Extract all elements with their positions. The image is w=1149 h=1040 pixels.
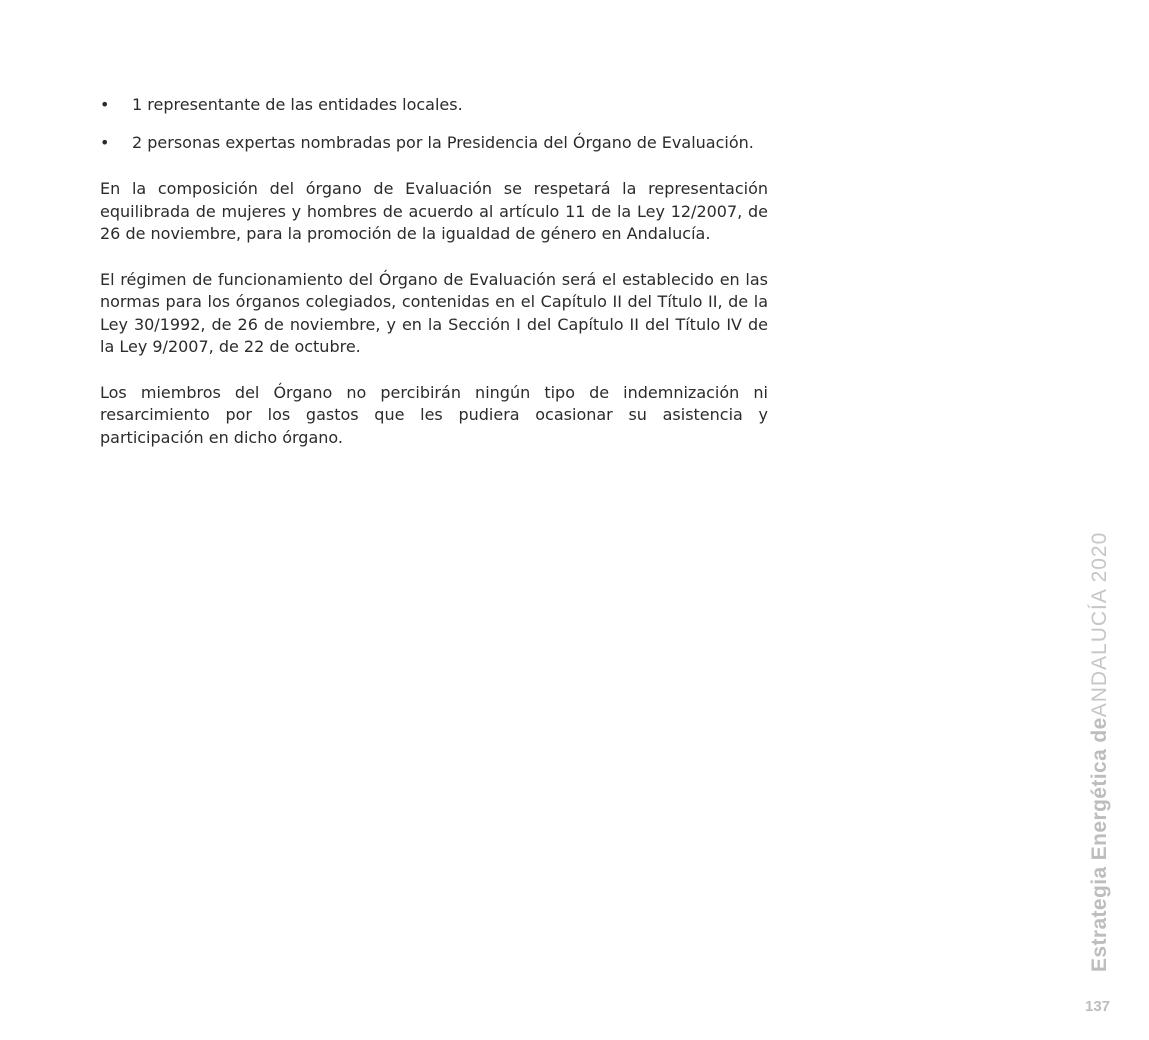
list-item xyxy=(100,94,768,116)
running-title-bold: Estrategia Energética de xyxy=(1088,717,1111,972)
bullet-list xyxy=(100,94,768,154)
paragraph-compensation: Los miembros del Órgano no percibirán ningún tipo de indemnización ni resarcimiento por los gastos que les pudiera ocasionar su asistencia y participación en dicho órgano. xyxy=(100,382,768,447)
list-item-text: 2 personas expertas nombradas por la Presidencia del Órgano de Evaluación. xyxy=(132,133,754,152)
running-title xyxy=(1088,532,1112,972)
bullet-icon: • xyxy=(100,133,110,152)
page-number: 137 xyxy=(1085,998,1111,1015)
list-item xyxy=(100,132,768,154)
document-body xyxy=(100,94,768,472)
running-title-light: ANDALUCÍA 2020 xyxy=(1088,531,1111,718)
paragraph-regime: El régimen de funcionamiento del Órgano de Evaluación será el establecido en las normas para los órganos colegiados, contenidas en el Capítulo II del Título II, de la Ley 30/1992, de 26 de noviembre, y en la Sección I del Capítulo II del Título IV de la Ley 9/2007, de 22 de octubre. xyxy=(100,269,768,356)
bullet-icon: • xyxy=(100,95,110,114)
list-item-text: 1 representante de las entidades locales. xyxy=(132,95,463,114)
paragraph-composition: En la composición del órgano de Evaluación se respetará la representación equilibrada de mujeres y hombres de acuerdo al artículo 11 de la Ley 12/2007, de 26 de noviembre, para la promoción de la igualdad de género en Andalucía. xyxy=(100,179,768,243)
